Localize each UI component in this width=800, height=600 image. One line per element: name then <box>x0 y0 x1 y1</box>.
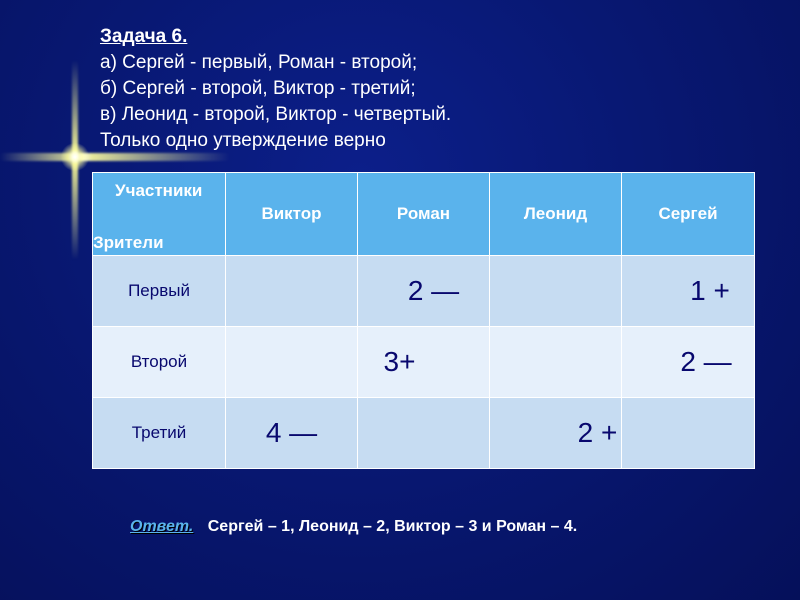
cell-third-sergey <box>622 398 755 469</box>
cell-first-roman <box>358 256 490 327</box>
cell-third-roman <box>358 398 490 469</box>
statement-c: в) Леонид - второй, Виктор - четвертый. <box>100 104 452 125</box>
table-row <box>93 256 755 327</box>
header-row <box>93 173 755 256</box>
header-roman: Роман <box>358 173 490 256</box>
corner-viewers: Зрители <box>93 233 164 252</box>
cell-first-viktor <box>226 256 358 327</box>
row-label-second: Второй <box>93 327 226 398</box>
answer-label: Ответ. <box>130 518 194 535</box>
mark-first-roman: 2 — <box>407 275 460 306</box>
header-sergey: Сергей <box>622 173 755 256</box>
cell-second-roman <box>358 327 490 398</box>
sparkle-star-icon <box>60 143 90 171</box>
header-leonid: Леонид <box>490 173 622 256</box>
cell-second-viktor <box>226 327 416 398</box>
mark-first-sergey: 1 + <box>690 275 730 306</box>
mark-third-leonid: 2 + <box>577 417 618 448</box>
cell-second-sergey <box>622 327 755 398</box>
row-label-first: Первый <box>93 256 226 327</box>
cell-third-leonid <box>490 398 622 469</box>
answer-block <box>130 518 577 536</box>
cell-first-leonid <box>490 256 622 327</box>
results-table <box>92 172 755 469</box>
cell-second-leonid <box>490 327 622 398</box>
mark-second-sergey: 2 — <box>680 346 732 377</box>
statement-a: а) Сергей - первый, Роман - второй; <box>100 52 418 73</box>
mark-third-viktor: 4 — <box>265 417 318 448</box>
cell-first-sergey <box>622 256 755 327</box>
statement-b: б) Сергей - второй, Виктор - третий; <box>100 78 416 99</box>
table-row <box>93 327 755 398</box>
cell-third-viktor <box>226 398 358 469</box>
mark-second-viktor: 3+ <box>383 346 416 377</box>
task-title: Задача 6. <box>100 26 188 47</box>
answer-text: Сергей – 1, Леонид – 2, Виктор – 3 и Роман – 4. <box>207 518 578 535</box>
statement-note: Только одно утверждение верно <box>100 130 386 151</box>
task-block <box>100 24 451 154</box>
table-row <box>93 398 755 469</box>
row-label-third: Третий <box>93 398 226 469</box>
corner-cell <box>93 173 226 256</box>
sparkle-horizontal <box>0 153 230 161</box>
header-viktor: Виктор <box>226 173 358 256</box>
corner-participants: Участники <box>115 181 203 200</box>
